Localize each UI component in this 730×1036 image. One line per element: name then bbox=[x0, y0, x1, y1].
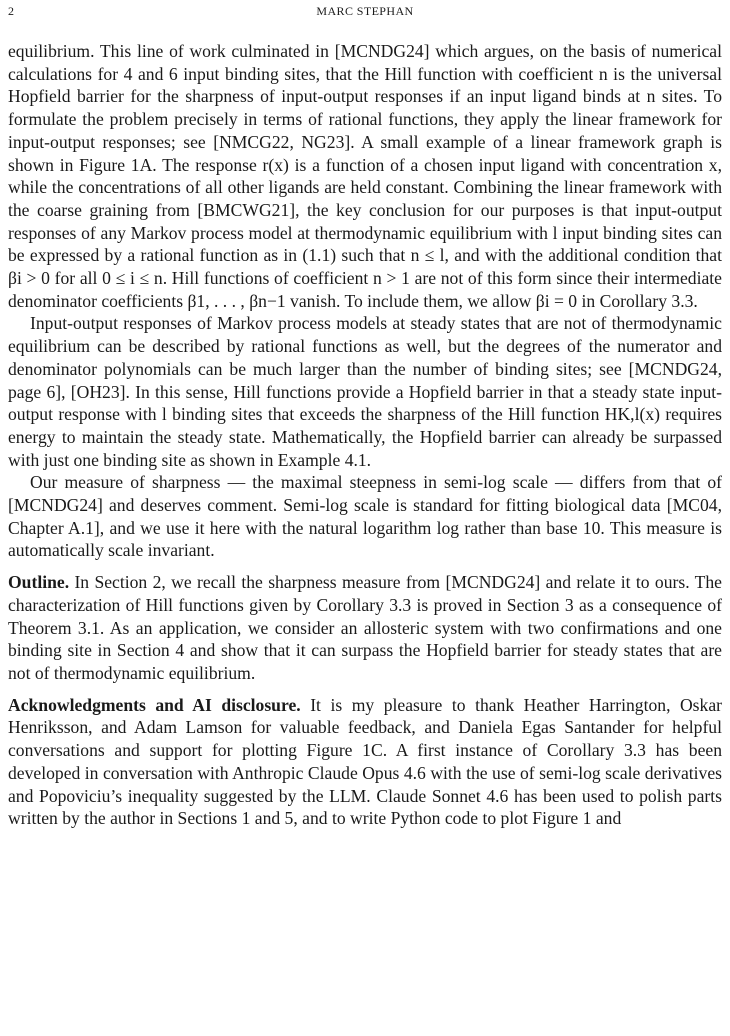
outline-heading: Outline. bbox=[8, 572, 70, 593]
running-head: MARC STEPHAN bbox=[316, 4, 414, 18]
paragraph-text: It is my pleasure to thank Heather Harrington, Oskar Henriksson, and Adam Lamson for valuable feedback, and Daniela Egas Santander for helpful conversations and support for plotting Figure 1C. A first instance of Corollary 3.3 has been developed in conversation with Anthropic Claude Opus 4.6 with the use of semi-log scale derivatives and Popoviciu’s inequality suggested by the LLM. Claude Sonnet 4.6 has been used to polish parts written by the author in Sections 1 and 5, and to write Python code to plot Figure 1 and bbox=[8, 694, 722, 829]
paragraph-text: Input-output responses of Markov process models at steady states that are not of thermodynamic equilibrium can be described by rational functions as well, but the degrees of the numerator and denominator polynomials can be much larger than the number of binding sites; see [MCNDG24, page 6], [OH23]. In this sense, Hill functions provide a Hopfield barrier in that a steady state input-output response with l binding sites that exceeds the sharpness of the Hill function HK,l(x) requires energy to maintain the steady state. Mathematically, the Hopfield barrier can already be surpassed with just one binding site as shown in Example 4.1. bbox=[8, 313, 722, 470]
paragraph-outline bbox=[8, 571, 722, 685]
paragraph-sharpness-measure bbox=[8, 471, 722, 562]
page-header bbox=[8, 4, 722, 20]
acknowledgments-heading: Acknowledgments and AI disclosure. bbox=[8, 694, 301, 715]
page-number: 2 bbox=[8, 4, 14, 18]
paragraph-text: equilibrium. This line of work culminated in [MCNDG24] which argues, on the basis of numerical calculations for 4 and 6 input binding sites, that the Hill function with coefficient n is the universal Hopfield barrier for the sharpness of input-output responses if an input ligand binds at n sites. To formulate the problem precisely in terms of rational functions, they apply the linear framework for input-output responses; see [NMCG22, NG23]. A small example of a linear framework graph is shown in Figure 1A. The response r(x) is a function of a chosen input ligand with concentration x, while the concentrations of all other ligands are held constant. Combining the linear framework with the coarse graining from [BMCWG21], the key conclusion for our purposes is that input-output responses of any Markov process model at thermodynamic equilibrium with l input binding sites can be expressed by a rational function as in (1.1) such that n ≤ l, and with the additional condition that βi > 0 for all 0 ≤ i ≤ n. Hill functions of coefficient n > 1 are not of this form since their intermediate denominator coefficients β1, . . . , βn−1 vanish. To include them, we allow βi = 0 in Corollary 3.3. bbox=[8, 41, 722, 311]
paragraph-hopfield-background bbox=[8, 40, 722, 312]
paragraph-text: Our measure of sharpness — the maximal steepness in semi-log scale — differs from that of [MCNDG24] and deserves comment. Semi-log scale is standard for fitting biological data [MC04, Chapter A.1], and we use it here with the natural logarithm log rather than base 10. This measure is automatically scale invariant. bbox=[8, 472, 722, 561]
paragraph-steady-states bbox=[8, 312, 722, 471]
body-text bbox=[8, 40, 722, 830]
paragraph-text: In Section 2, we recall the sharpness measure from [MCNDG24] and relate it to ours. The characterization of Hill functions given by Corollary 3.3 is proved in Section 3 as a consequence of Theorem 3.1. As an application, we consider an allosteric system with two confirmations and one binding site in Section 4 and show that it can surpass the Hopfield barrier for steady states that are not of thermodynamic equilibrium. bbox=[8, 572, 722, 683]
paragraph-acknowledgments bbox=[8, 694, 722, 830]
